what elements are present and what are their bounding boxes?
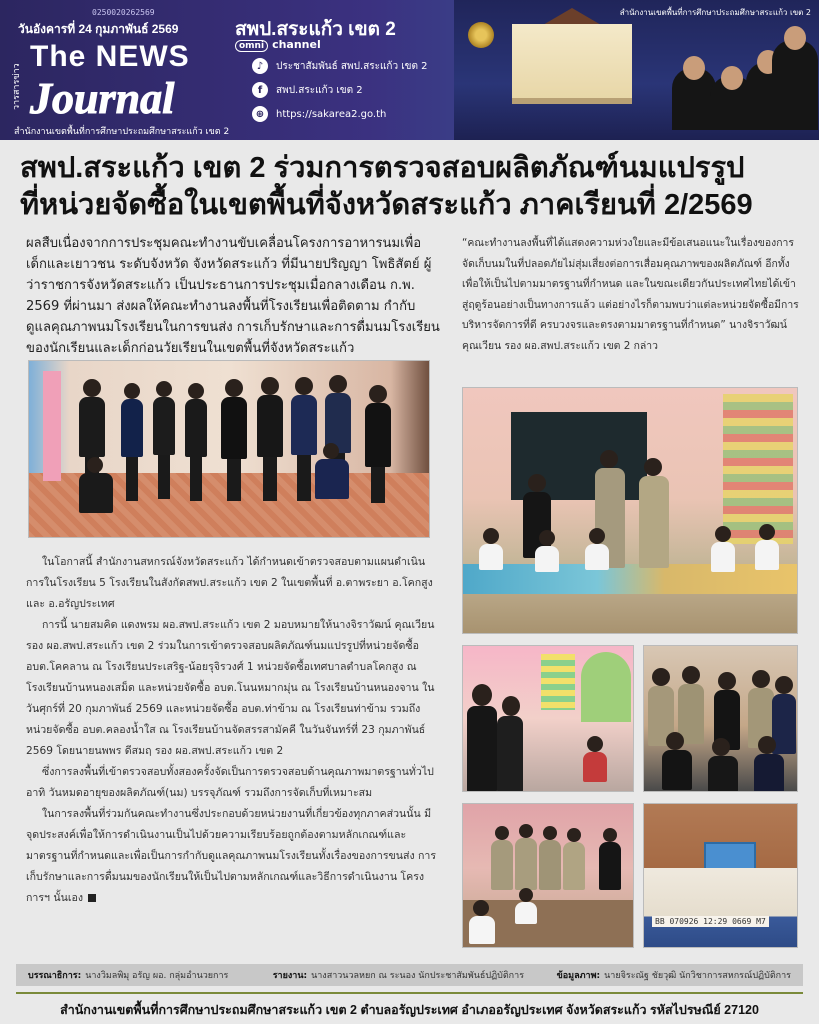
credit-editor: บรรณาธิการ: นางวิมลพิมุ อรัญ ผอ. กลุ่มอำนวยการ: [28, 971, 229, 981]
office-building: [512, 24, 632, 104]
channel-label: omni channel: [235, 38, 321, 51]
globe-icon: ⊕: [252, 106, 268, 122]
masthead-title-news: The NEWS: [30, 40, 190, 73]
masthead-org: สำนักงานเขตพื้นที่การศึกษาประถมศึกษาสระแก้ว เขต 2: [14, 127, 230, 137]
wall-charts: [723, 394, 793, 544]
body-paragraph: ในโอกาสนี้ สำนักงานสหกรณ์จังหวัดสระแก้ว ได้กำหนดเข้าตรวจสอบตามแผนดำเนินการในโรงเรียน 5 โรงเรียนในสังกัดสพป.สระแก้ว เขต 2 ในเขตพื้นที่ อ.ตาพระยา อ.โคกสูง และ อ.อรัญประเทศ: [26, 556, 433, 610]
body-paragraph: การนี้ นายสมคิด แดงพรม ผอ.สพป.สระแก้ว เขต 2 มอบหมายให้นางจิราวัฒน์ คุณเวียน รอง ผอ.สพป.สระแก้ว เขต 2 ร่วมในการเข้าตรวจสอบผลิตภัณฑ์นมแปรรูปที่หน่วยจัดซื้อ อบต.โคคลาน ณ โรงเรียนประเสริฐ-น้อยรุจิรวงศ์ 1 หน่วยจัดซื้อเทศบาลตำบลโคกสูง ณ โรงเรียนบ้านหนองเสม็ด และหน่วยจัดซื้อ อบต.โนนหมากมุ่น ณ โรงเรียนบ้านหนองจาน ในวันศุกร์ที่ 20 กุมภาพันธ์ 2569 และหน่วยจัดซื้อ อบต.ท่าข้าม ณ โรงเรียนท่าข้าม รวมถึงหน่วยจัดซื้อ อบต.คลองน้ำใส ณ โรงเรียนบ้านจัดสรรสามัคคี ในวันจันทร์ที่ 23 กุมภาพันธ์ 2569 โดยนายนพพร ดีสมฤ รอง ผอ.สพป.สระแก้ว เขต 2: [26, 619, 435, 757]
footer-divider: [16, 992, 803, 994]
social-website[interactable]: [252, 106, 462, 122]
milk-storage-photo: [643, 803, 798, 948]
masthead-photo-caption: สำนักงานเขตพื้นที่การศึกษาประถมศึกษาสระแก้ว เขต 2: [619, 8, 811, 17]
milk-box-label: BB 070926 12:29 0669 M7: [652, 916, 769, 927]
credits-bar: [16, 964, 803, 986]
footer-address: สำนักงานเขตพื้นที่การศึกษาประถมศึกษาสระแก้ว เขต 2 ตำบลอรัญประเทศ อำเภออรัญประเทศ จังหวัดสระแก้ว รหัสไปรษณีย์ 27120: [60, 1003, 759, 1017]
masthead-channels: [232, 0, 454, 140]
headline-line-1: สพป.สระแก้ว เขต 2 ร่วมการตรวจสอบผลิตภัณฑ์นมแปรรูป: [20, 152, 745, 184]
person-head: [721, 66, 743, 90]
brand-title: สพป.สระแก้ว เขต 2: [235, 19, 396, 40]
headline: [20, 150, 810, 224]
lead-paragraph: ผลสืบเนื่องจากการประชุมคณะทำงานขับเคลื่อนโครงการอาหารนมเพื่อเด็กและเยาวชน ระดับจังหวัด จังหวัดสระแก้ว ที่มีนายปริญญา โพธิสัตย์ ผู้ว่าราชการจังหวัดสระแก้ว เป็นประธานการประชุมเมื่อกลางเดือน ก.พ. 2569 ที่ผ่านมา ส่งผลให้คณะทำงานลงพื้นที่โรงเรียนเพื่อติดตาม กำกับดูแลคุณภาพนมโรงเรียนในการขนส่ง การเก็บรักษาและการดื่มนมโรงเรียนของนักเรียนและเด็กก่อนวัยเรียนในเขตพื้นที่จังหวัดสระแก้ว: [26, 236, 440, 356]
masthead: [0, 0, 819, 140]
classroom-photo: [462, 387, 798, 634]
headline-line-2: ที่หน่วยจัดซื้อในเขตพื้นที่จังหวัดสระแก้ว ภาคเรียนที่ 2/2569: [20, 189, 753, 221]
tiktok-icon: ♪: [252, 58, 268, 74]
article-body: [26, 552, 440, 909]
masthead-photo: [454, 0, 819, 140]
quote-paragraph: “คณะทำงานลงพื้นที่ได้แสดงความห่วงใยและมีข้อเสนอแนะในเรื่องของการจัดเก็บนมในที่ปลอดภัยไม่สุ่มเสี่ยงต่อการเสื่อมคุณภาพของผลิตภัณฑ์ อีกทั้งเพื่อให้เป็นไปตามมาตรฐานที่กำหนด และในขณะเดียวกันประเทศไทยได้เข้าสู่ฤดูร้อนอย่างเป็นทางการแล้ว แต่อย่างไรก็ตามพบว่าแต่ละหน่วยจัดซื้อมีการบริหารจัดการที่ดี ครบวงจรและตรงตามมาตรฐานที่กำหนด” นางจิราวัฒน์ คุณเวียน รอง ผอ.สพป.สระแก้ว เขต 2 กล่าว: [462, 237, 799, 352]
officials-photo: [643, 645, 798, 792]
social-tiktok[interactable]: [252, 58, 462, 74]
person-head: [683, 56, 705, 80]
photo-banner: [43, 371, 61, 481]
visit-photo: [462, 645, 634, 792]
journal-side-label: วารสารข่าว: [12, 63, 22, 111]
person: [772, 40, 818, 130]
milk-crate: [644, 868, 798, 948]
wall-mural: [581, 652, 631, 722]
issue-id: 0250020262569: [92, 8, 155, 17]
group-photo: [28, 360, 430, 538]
student-desks: [463, 564, 798, 594]
person-head: [784, 26, 806, 50]
emblem-icon: [468, 22, 494, 48]
wall-chart: [541, 654, 575, 710]
masthead-title-journal: Journal: [30, 74, 175, 123]
body-paragraph: ซึ่งการลงพื้นที่เข้าตรวจสอบทั้งสองครั้งจัดเป็นการตรวจสอบด้านคุณภาพมาตรฐานทั่วไป อาทิ วันหมดอายุของผลิตภัณฑ์(นม) บรรจุภัณฑ์ รวมถึงการจัดเก็บที่เหมาะสม: [26, 766, 434, 799]
inspection-photo: [462, 803, 634, 948]
social-tiktok-label: ประชาสัมพันธ์ สพป.สระแก้ว เขต 2: [276, 60, 428, 72]
social-facebook-label: สพป.สระแก้ว เขต 2: [276, 84, 363, 96]
end-mark-icon: [88, 894, 96, 902]
facebook-icon: f: [252, 82, 268, 98]
credit-photo: ข้อมูลภาพ: นายจิระณัฐ ชัยวุฒิ นักวิชาการสหกรณ์ปฏิบัติการ: [556, 971, 791, 981]
issue-date: วันอังคารที่ 24 กุมภาพันธ์ 2569: [18, 22, 179, 36]
social-website-label: https://sakarea2.go.th: [276, 108, 387, 120]
social-facebook[interactable]: [252, 82, 462, 98]
body-paragraph: ในการลงพื้นที่ร่วมกันคณะทำงานซึ่งประกอบด้วยหน่วยงานที่เกี่ยวข้องทุกภาคส่วนนั้น มีจุดประสงค์เพื่อให้การดำเนินงานเป็นไปด้วยความเรียบร้อยถูกต้องตามหลักเกณฑ์และมาตรฐานที่กำหนดและเพื่อเป็นการกำกับดูแลคุณภาพนมโรงเรียนทั้งเรื่องของการขนส่ง การเก็บรักษาและการดื่มนมของนักเรียนให้เป็นไปตามหลักเกณฑ์และวิธีการดำเนินงาน โครงการฯ นั้นเอง: [26, 808, 437, 904]
credit-reporter: รายงาน: นางสาวนวลหยก ณ ระนอง นักประชาสัมพันธ์ปฏิบัติการ: [272, 971, 525, 981]
omni-mark: omni: [235, 40, 268, 52]
